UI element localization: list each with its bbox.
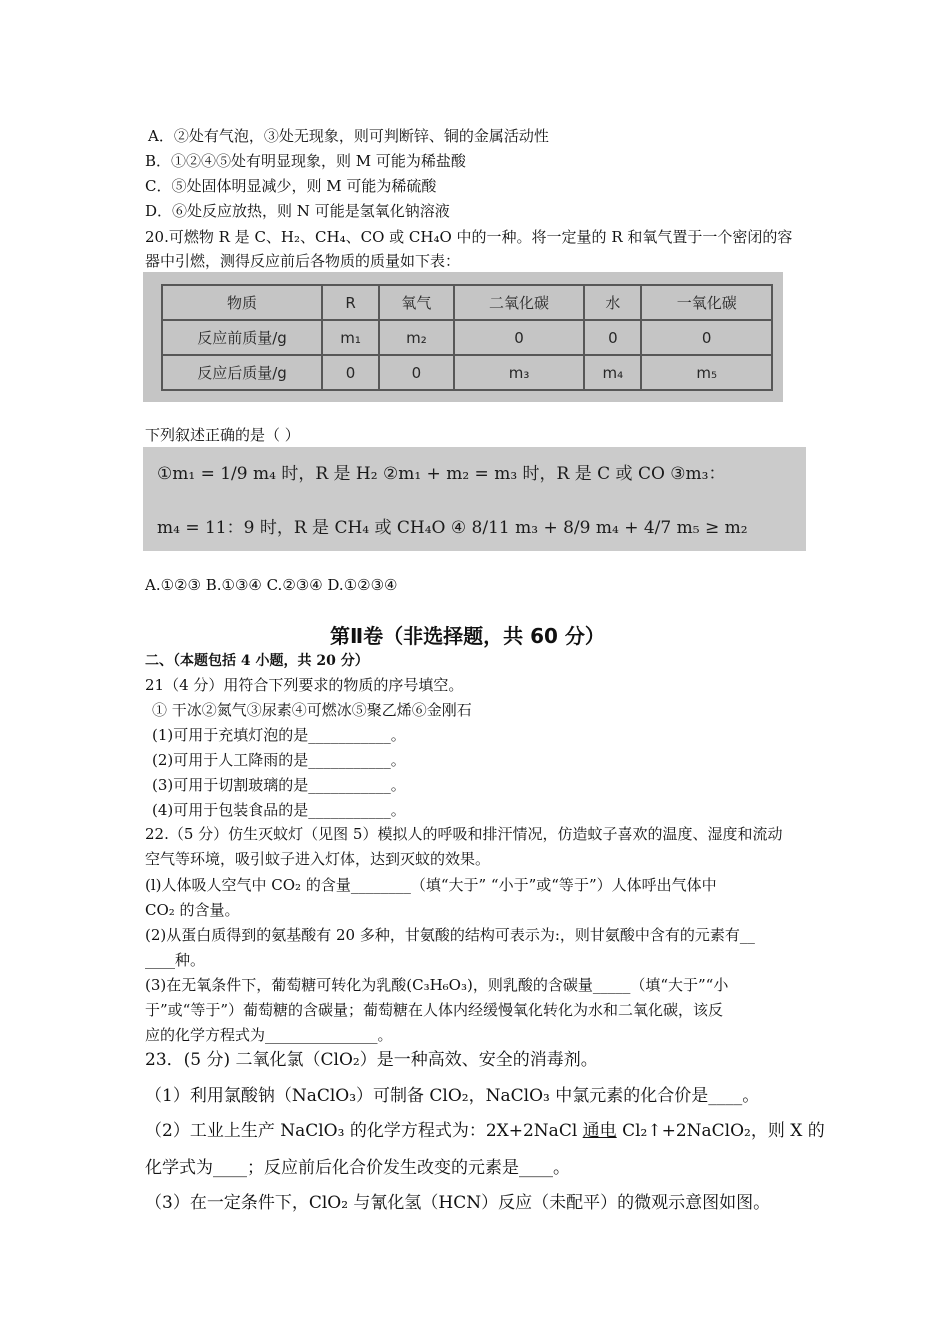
q21-part3: (3)可用于切割玻璃的是___________。 (152, 776, 406, 794)
option-a: A．②处有气泡，③处无现象，则可判断锌、铜的金属活动性 (148, 127, 549, 145)
q20-statement-line1: ①m₁ = 1/9 m₄ 时，R 是 H₂ ②m₁ + m₂ = m₃ 时，R 是 C 或 CO ③m₃： (157, 464, 726, 484)
q22-line: 空气等环境，吸引蚊子进入灯体，达到灭蚊的效果。 (145, 850, 491, 868)
q20-statements-image (143, 447, 806, 551)
q22-line: (3)在无氧条件下，葡萄糖可转化为乳酸(C₃H₆O₃)，则乳酸的含碳量_____（填“大于”“小 (145, 976, 729, 994)
table-header-row (162, 285, 772, 320)
q21-stem: 21（4 分）用符合下列要求的物质的序号填空。 (145, 676, 464, 694)
table-header-cell: 氧气 (379, 285, 454, 320)
q20-prompt: 下列叙述正确的是（ ） (145, 426, 300, 444)
q21-part4: (4)可用于包装食品的是___________。 (152, 801, 406, 819)
q22-line: ____种。 (145, 951, 206, 969)
q21-part1: (1)可用于充填灯泡的是___________。 (152, 726, 406, 744)
q20-statement-line2: m₄ = 11：9 时，R 是 CH₄ 或 CH₄O ④ 8/11 m₃ + 8/9 m₄ + 4/7 m₅ ≥ m₂ (157, 518, 748, 538)
q23-part3: （3）在一定条件下，ClO₂ 与氰化氢（HCN）反应（未配平）的微观示意图如图。 (145, 1193, 771, 1213)
q20-mass-table-image (143, 272, 783, 402)
table-header-cell: 水 (584, 285, 641, 320)
q23-part2-condition: 通电 (582, 1121, 617, 1141)
table-header-cell: 物质 (162, 285, 322, 320)
table-cell: m₅ (641, 355, 772, 390)
q22-line: 应的化学方程式为_______________。 (145, 1026, 393, 1044)
q20-mass-table (161, 284, 773, 391)
table-row (162, 320, 772, 355)
q21-part2: (2)可用于人工降雨的是___________。 (152, 751, 406, 769)
q22-line: (l)人体吸人空气中 CO₂ 的含量________（填“大于” “小于”或“等于”）人体呼出气体中 (145, 876, 717, 894)
table-cell: 0 (584, 320, 641, 355)
q22-line: 22.（5 分）仿生灭蚊灯（见图 5）模拟人的呼吸和排汗情况，仿造蚊子喜欢的温度、湿度和流动 (145, 825, 783, 843)
q20-stem-line1: 20.可燃物 R 是 C、H₂、CH₄、CO 或 CH₄O 中的一种。将一定量的 R 和氧气置于一个密闭的容 (145, 228, 793, 246)
table-cell: m₂ (379, 320, 454, 355)
table-cell: 0 (379, 355, 454, 390)
table-cell: m₁ (322, 320, 379, 355)
q20-choices: A.①②③ B.①③④ C.②③④ D.①②③④ (145, 576, 398, 594)
q23-part2-line2: 化学式为____；反应前后化合价发生改变的元素是____。 (145, 1158, 570, 1178)
q22-line: CO₂ 的含量。 (145, 901, 240, 919)
table-cell: 反应前质量/g (162, 320, 322, 355)
table-cell: 0 (641, 320, 772, 355)
table-header-cell: R (322, 285, 379, 320)
table-cell: 0 (322, 355, 379, 390)
option-d: D．⑥处反应放热，则 N 可能是氢氧化钠溶液 (145, 202, 450, 220)
q22-line: 于”或“等于”）葡萄糖的含碳量；葡萄糖在人体内经缓慢氧化转化为水和二氧化碳，该反 (145, 1001, 724, 1019)
table-header-cell: 一氧化碳 (641, 285, 772, 320)
table-row (162, 355, 772, 390)
option-c: C．⑤处固体明显减少，则 M 可能为稀硫酸 (145, 177, 437, 195)
table-cell: m₄ (584, 355, 641, 390)
table-header-cell: 二氧化碳 (454, 285, 585, 320)
q22-line: (2)从蛋白质得到的氨基酸有 20 多种，甘氨酸的结构可表示为:，则甘氨酸中含有的元素有__ (145, 926, 755, 944)
q23-part2 (145, 1116, 825, 1146)
q23-stem: 23．(5 分) 二氧化氯（ClO₂）是一种高效、安全的消毒剂。 (145, 1050, 598, 1070)
section2-subtitle: 二、（本题包括 4 小题，共 20 分） (145, 653, 369, 669)
q23-part2-a: （2）工业上生产 NaClO₃ 的化学方程式为：2X+2NaCl (145, 1121, 578, 1141)
q20-stem-line2: 器中引燃，测得反应前后各物质的质量如下表： (145, 252, 461, 270)
table-cell: 反应后质量/g (162, 355, 322, 390)
q23-part1: （1）利用氯酸钠（NaClO₃）可制备 ClO₂，NaClO₃ 中氯元素的化合价是____。 (145, 1086, 760, 1106)
table-cell: m₃ (454, 355, 585, 390)
section2-title: 第Ⅱ卷（非选择题，共 60 分） (330, 624, 605, 648)
q23-part2-b: Cl₂↑+2NaClO₂，则 X 的 (622, 1121, 825, 1141)
q21-items: ① 干冰②氮气③尿素④可燃冰⑤聚乙烯⑥金刚石 (152, 701, 472, 719)
table-cell: 0 (454, 320, 585, 355)
option-b: B．①②④⑤处有明显现象，则 M 可能为稀盐酸 (145, 152, 466, 170)
